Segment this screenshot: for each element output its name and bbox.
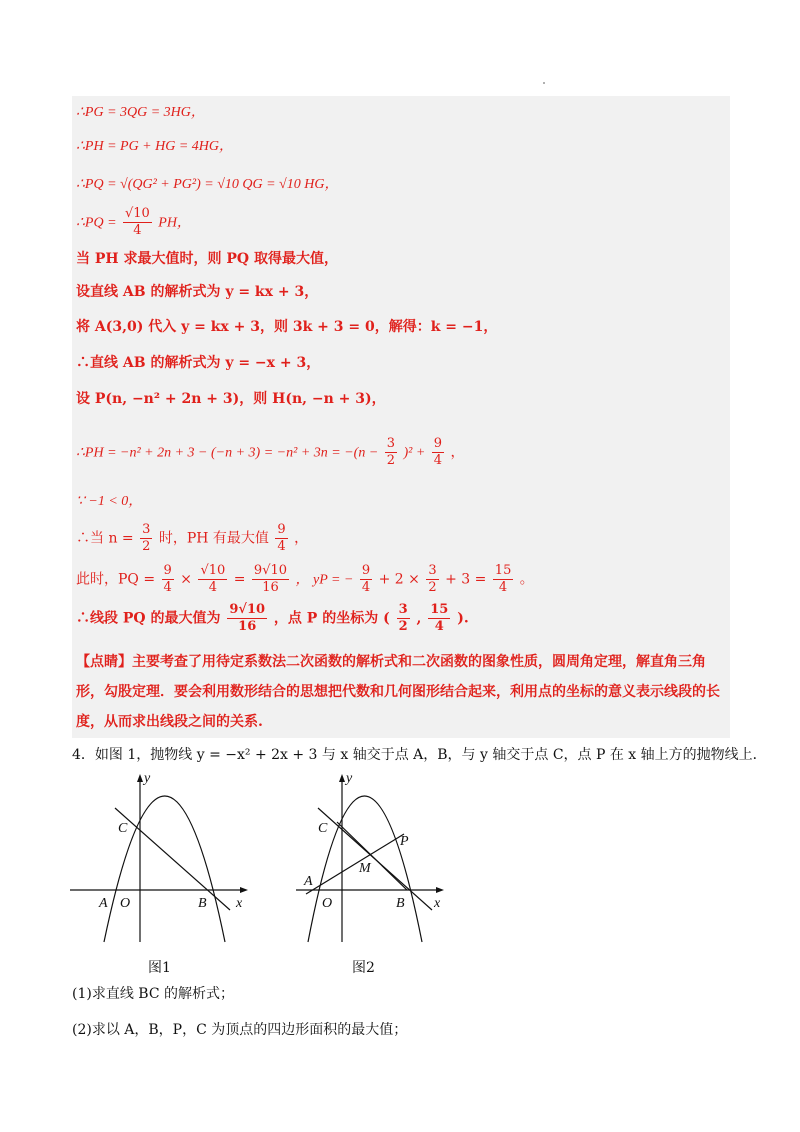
solution-line-14: ∴线段 PQ 的最大值为 $\frac{9√10}{16}$ ，点 P 的坐标为 ( $\frac{3}{2}$ , $\frac{15}{4}$ ). [76, 602, 469, 634]
fig2-label-x: x [434, 896, 441, 911]
fig1-caption: 图1 [148, 960, 171, 976]
fig1-label-x: x [236, 896, 243, 911]
fig2-label-c: C [318, 821, 328, 836]
fig1-label-a: A [99, 896, 108, 911]
page-mark [543, 82, 545, 84]
solution-line-7: 将 A(3,0) 代入 y = kx + 3，则 3k + 3 = 0，解得：k = −1， [76, 319, 498, 335]
solution-line-13: 此时，PQ = $\frac{9}{4}$ × $\frac{√10}{4}$ = $\frac{9√10}{16}$ ， yP = − $\frac{9}{4}$ + 2 × $\frac{3}{2}$ + 3 = $\frac{15}{4}$ 。 [76, 563, 534, 595]
fig1-label-o: O [120, 896, 131, 911]
fig1-x-arrow [240, 887, 248, 893]
solution-line-10: ∴PH = −n² + 2n + 3 − (−n + 3) = −n² + 3n = −(n − $\frac{3}{2}$ )² + $\frac{9}{4}$ ， [76, 436, 465, 468]
fig2-label-a: A [304, 874, 313, 889]
figure-1 [70, 770, 250, 950]
fig2-y-arrow [339, 774, 345, 782]
fig2-caption: 图2 [352, 960, 375, 976]
question-stem: 4．如图 1，抛物线 y = −x² + 2x + 3 与 x 轴交于点 A，B，与 y 轴交于点 C，点 P 在 x 轴上方的抛物线上． [72, 747, 767, 763]
figure-2 [296, 770, 476, 950]
fig2-label-o: O [322, 896, 333, 911]
fig1-y-arrow [137, 774, 143, 782]
fig2-label-m: M [359, 861, 371, 876]
solution-line-2: ∴PH = PG + HG = 4HG， [76, 139, 234, 154]
fig1-label-y: y [144, 771, 151, 786]
solution-line-6: 设直线 AB 的解析式为 y = kx + 3， [76, 284, 319, 300]
solution-line-8: ∴直线 AB 的解析式为 y = −x + 3， [76, 355, 321, 371]
fig2-line-cb [337, 822, 407, 890]
fig2-x-arrow [436, 887, 444, 893]
solution-line-12: ∴当 n = $\frac{3}{2}$ 时，PH 有最大值 $\frac{9}{4}$ ， [76, 522, 309, 554]
solution-line-11: ∵ −1 < 0， [76, 494, 143, 509]
fig1-line-bc [115, 808, 230, 910]
fig2-label-p: P [400, 834, 409, 849]
solution-line-4: ∴PQ = $\frac{√10}{4}$ PH， [76, 206, 191, 238]
question-part-2: (2)求以 A，B，P，C 为顶点的四边形面积的最大值； [72, 1022, 408, 1038]
solution-line-1: ∴PG = 3QG = 3HG， [76, 105, 205, 120]
fig1-label-b: B [198, 896, 207, 911]
fig2-label-b: B [396, 896, 405, 911]
solution-line-3: ∴PQ = √(QG² + PG²) = √10 QG = √10 HG， [76, 177, 339, 192]
question-part-1: (1)求直线 BC 的解析式； [72, 986, 234, 1002]
solution-line-5: 当 PH 求最大值时，则 PQ 取得最大值， [76, 251, 338, 267]
fig1-label-c: C [118, 821, 128, 836]
key-points-note: 【点睛】主要考查了用待定系数法二次函数的解析式和二次函数的图象性质，圆周角定理，解直角三角形，勾股定理．要会利用数形结合的思想把代数和几何图形结合起来，利用点的坐标的意义表示线段的长度，从而求出线段之间的关系. [76, 654, 720, 730]
fig2-label-y: y [346, 771, 353, 786]
fig2-line-ap [306, 834, 404, 894]
solution-line-9: 设 P(n, −n² + 2n + 3)，则 H(n, −n + 3)， [76, 391, 386, 407]
fig1-parabola [104, 796, 225, 942]
